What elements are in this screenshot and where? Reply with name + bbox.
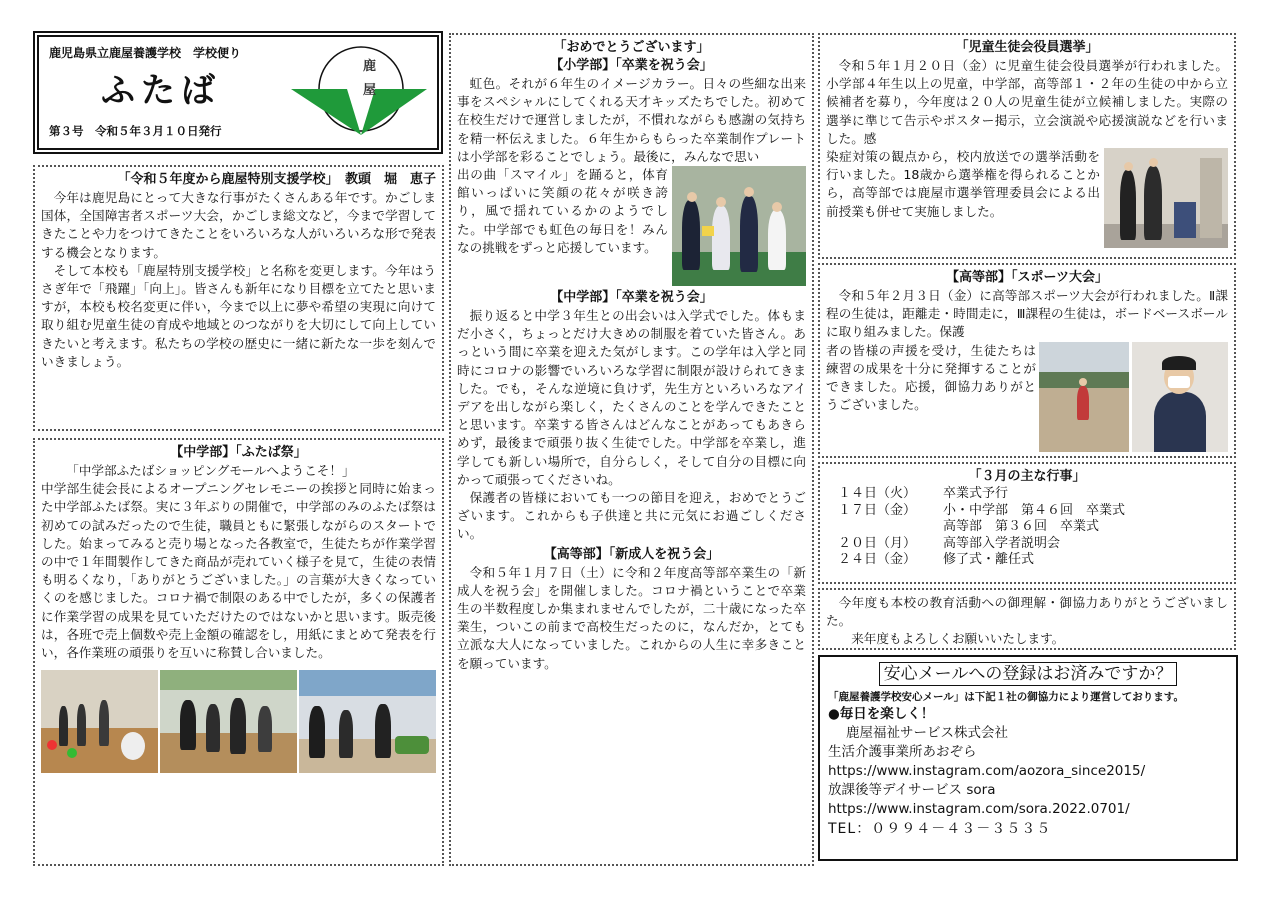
mail-url-2[interactable]: https://www.instagram.com/sora.2022.0701/ [828, 801, 1130, 817]
election-text-1: 令和５年１月２０日（金）に児童生徒会役員選挙が行われました。小学部４年生以上の児童，中学部，高等部１・２年の生徒の中から立候補者を募り，今年度は２０人の児童生徒が立候補しました。実際の選挙に準じて告示やポスター掲示，立会演説や応援演説などを行いました。感 [826, 58, 1228, 146]
festival-photo-3 [299, 670, 436, 773]
principal-paragraph-2: そして本校も「鹿屋特別支援学校」と名称を変更します。今年はうさぎ年で「飛躍」「向上」。皆さんも新年になり目標を立てたと思いますが，本校も校名変更に伴い，今まで以上に夢や希望の実現に向けて取り組む児童生徒の育成や地域とのつながりを大切にして向上していきたいと考えます。私たちの学校の歴史に一緒に新たな一歩を刻んでいきましょう。 [41, 262, 437, 369]
junior-paragraph-2: 保護者の皆様においても一つの節目を迎え，おめでとうございます。これからも子供達と共に元気にお過ごしください。 [457, 490, 806, 542]
event-date: ２４日（金） [838, 552, 917, 567]
event-date: ２０日（月） [838, 535, 917, 551]
election-title: 「児童生徒会役員選挙」 [955, 40, 1099, 55]
sports-title: 【高等部】「スポーツ大会」 [946, 270, 1108, 285]
event-row [838, 519, 1228, 536]
mail-service-1: 生活介護事業所あおぞら [828, 744, 977, 760]
event-row [838, 536, 1228, 553]
principal-title: 「令和５年度から鹿屋特別支援学校」 教頭 堀 恵子 [117, 172, 436, 187]
junior-title: 【中学部】「卒業を祝う会」 [550, 290, 713, 306]
event-name: 高等部入学者説明会 [943, 535, 1061, 551]
issue-info: 第３号 令和５年３月１０日発行 [49, 124, 222, 138]
election-article [818, 33, 1236, 259]
mail-url-1[interactable]: https://www.instagram.com/aozora_since2015/ [828, 763, 1146, 779]
masthead [33, 31, 443, 154]
congrats-title: 「おめでとうございます」 [553, 40, 710, 55]
sports-photo-1 [1039, 342, 1129, 452]
sports-text-2: 者の皆様の声援を受け，生徒たちは練習の成果を十分に発揮することができました。応援，御協力ありがとうございました。 [826, 342, 1036, 413]
school-name: 鹿児島県立鹿屋養護学校 学校便り [49, 46, 242, 60]
principal-message [33, 165, 444, 431]
elementary-title: 【小学部】「卒業を祝う会」 [550, 58, 713, 73]
thanks-line-1: 今年度も本校の教育活動への御理解・御協力ありがとうございました。 [826, 595, 1228, 629]
newsletter-title: ふたば [101, 71, 221, 111]
logo-char-top: 鹿 [363, 59, 377, 74]
election-photo [1104, 148, 1228, 248]
event-date: １７日（金） [838, 502, 917, 518]
festival-paragraph-1: 「中学部ふたばショッピングモールへようこそ！」 [66, 463, 355, 478]
senior-text: 令和５年１月７日（土）に令和２年度高等部卒業生の「新成人を祝う会」を開催しました。コロナ禍ということで卒業生の半数程度しか集まれませんでしたが，二十歳になった卒業生，ついこの前まで高校生だったのに，なんだか，とても立派な大人になっていました。これからの人生に幸多きことを願っています。 [457, 564, 806, 671]
event-row [838, 486, 1228, 503]
mail-tel: TEL：０９９４－４３－３５３５ [828, 821, 1052, 837]
elementary-text-1: 虹色。それが６年生のイメージカラー。日々の些細な出来事をスペシャルにしてくれる天才キッズたちでした。初めて在校生だけで運営しましたが，不慣れながらも感謝の気持ちを精一杯伝えました。６年生からもらった卒業制作プレートは小学部を彩ることでしょう。最後に，みんなで思い [457, 76, 806, 164]
festival-title: 【中学部】「ふたば祭」 [170, 445, 307, 460]
event-row [838, 503, 1228, 520]
mail-slogan: ●毎日を楽しく！ [828, 706, 935, 722]
mail-service-2: 放課後等デイサービス sora [828, 782, 996, 798]
sports-article [818, 263, 1236, 458]
thanks-note [818, 588, 1236, 650]
event-name: 高等部 第３６回 卒業式 [943, 519, 1100, 534]
congrats-article [449, 33, 814, 866]
event-name: 卒業式予行 [943, 486, 1009, 501]
sports-photo-2 [1132, 342, 1228, 452]
events-title: 「３月の主な行事」 [968, 469, 1086, 484]
election-text-2: 染症対策の観点から，校内放送での選挙活動を行いました。18歳から選挙権を得られることから，高等部では鹿屋市選挙管理委員会による出前授業も併せて実施しました。 [826, 149, 1100, 219]
logo-char-bottom: 屋 [363, 83, 377, 98]
mail-company: 鹿屋福祉サービス株式会社 [846, 725, 1008, 741]
event-name: 修了式・離任式 [943, 552, 1035, 567]
safety-mail-box [818, 655, 1238, 861]
sports-text-1: 令和５年２月３日（金）に高等部スポーツ大会が行われました。Ⅱ課程の生徒は，距離走・時間走に，Ⅲ課程の生徒は，ボードベースボールに取り組みました。保護 [826, 288, 1228, 340]
festival-paragraph-2: 中学部生徒会長によるオープニングセレモニーの挨拶と同時に始まった中学部ふたば祭。実に３年ぶりの開催で，中学部のみのふたば祭は初めての試みだったので生徒，職員ともに緊張しながらのスタートでした。始まってみると売り場となった各教室で，生徒たちが作業学習の中で１年間製作してきた商品が売れていく様子を見て，生徒の表情も明るくなり，「ありがとうございました。」の言葉が大きくなっていくのを感じました。コロナ禍で制限のある中でしたが，多くの保護者に作業学習の成果を見ていただけたのではないかと思います。販売後は，各班で売上個数や売上金額の確認をし，用紙にまとめて発表を行い，各作業班の頑張りを互いに称賛し合いました。 [41, 481, 437, 661]
festival-photos [41, 670, 436, 773]
principal-paragraph-1: 今年は鹿児島にとって大きな行事がたくさんある年です。かごしま国体，全国障害者スポーツ大会，かごしま総文など，今まで学習してきたことや力をつけてきたことをいろいろな人がいろいろな形で発表する機会となります。 [41, 190, 436, 260]
festival-photo-2 [160, 670, 297, 773]
senior-title: 【高等部】「新成人を祝う会」 [543, 546, 720, 562]
event-row [838, 552, 1228, 569]
thanks-line-2: 来年度もよろしくお願いいたします。 [851, 631, 1065, 647]
mail-title: 安心メールへの登録はお済みですか？ [879, 662, 1178, 686]
festival-article [33, 438, 444, 866]
event-date: １４日（火） [838, 486, 917, 501]
junior-paragraph-1: 振り返ると中学３年生との出会いは入学式でした。体もまだ小さく，ちょっとだけ大きめの制服を着ていた皆さん。あっという間に卒業を迎えた気がします。この学年は入学と同時にコロナの影響でいろいろな学習に制限が設けられてきました。でも，そんな逆境に負けず，先生方といろいろなアイデアを出しながら楽しく，たくさんのことを学んできたことと思います。卒業する皆さんはどんなことがあってもあきらめず，最後まで頑張り抜く生徒でした。中学部を卒業し，進学しても新しい場所で，自分らしく，そして自分の目標に向かって頑張ってくださいね。 [457, 308, 806, 487]
event-name: 小・中学部 第４６回 卒業式 [943, 502, 1126, 518]
elementary-photo [672, 166, 806, 286]
elementary-text-2: 出の曲「スマイル」を踊ると，体育館いっぱいに笑顔の花々が咲き誇り，風で揺れているかのようでした。中学部でも虹色の毎日を！みんなの挑戦をずっと応援しています。 [457, 167, 668, 255]
school-logo [289, 43, 429, 143]
festival-photo-1 [41, 670, 158, 773]
mail-note: 「鹿屋養護学校安心メール」は下記１社の御協力により運営しております。 [828, 691, 1184, 703]
events-schedule [818, 462, 1236, 584]
